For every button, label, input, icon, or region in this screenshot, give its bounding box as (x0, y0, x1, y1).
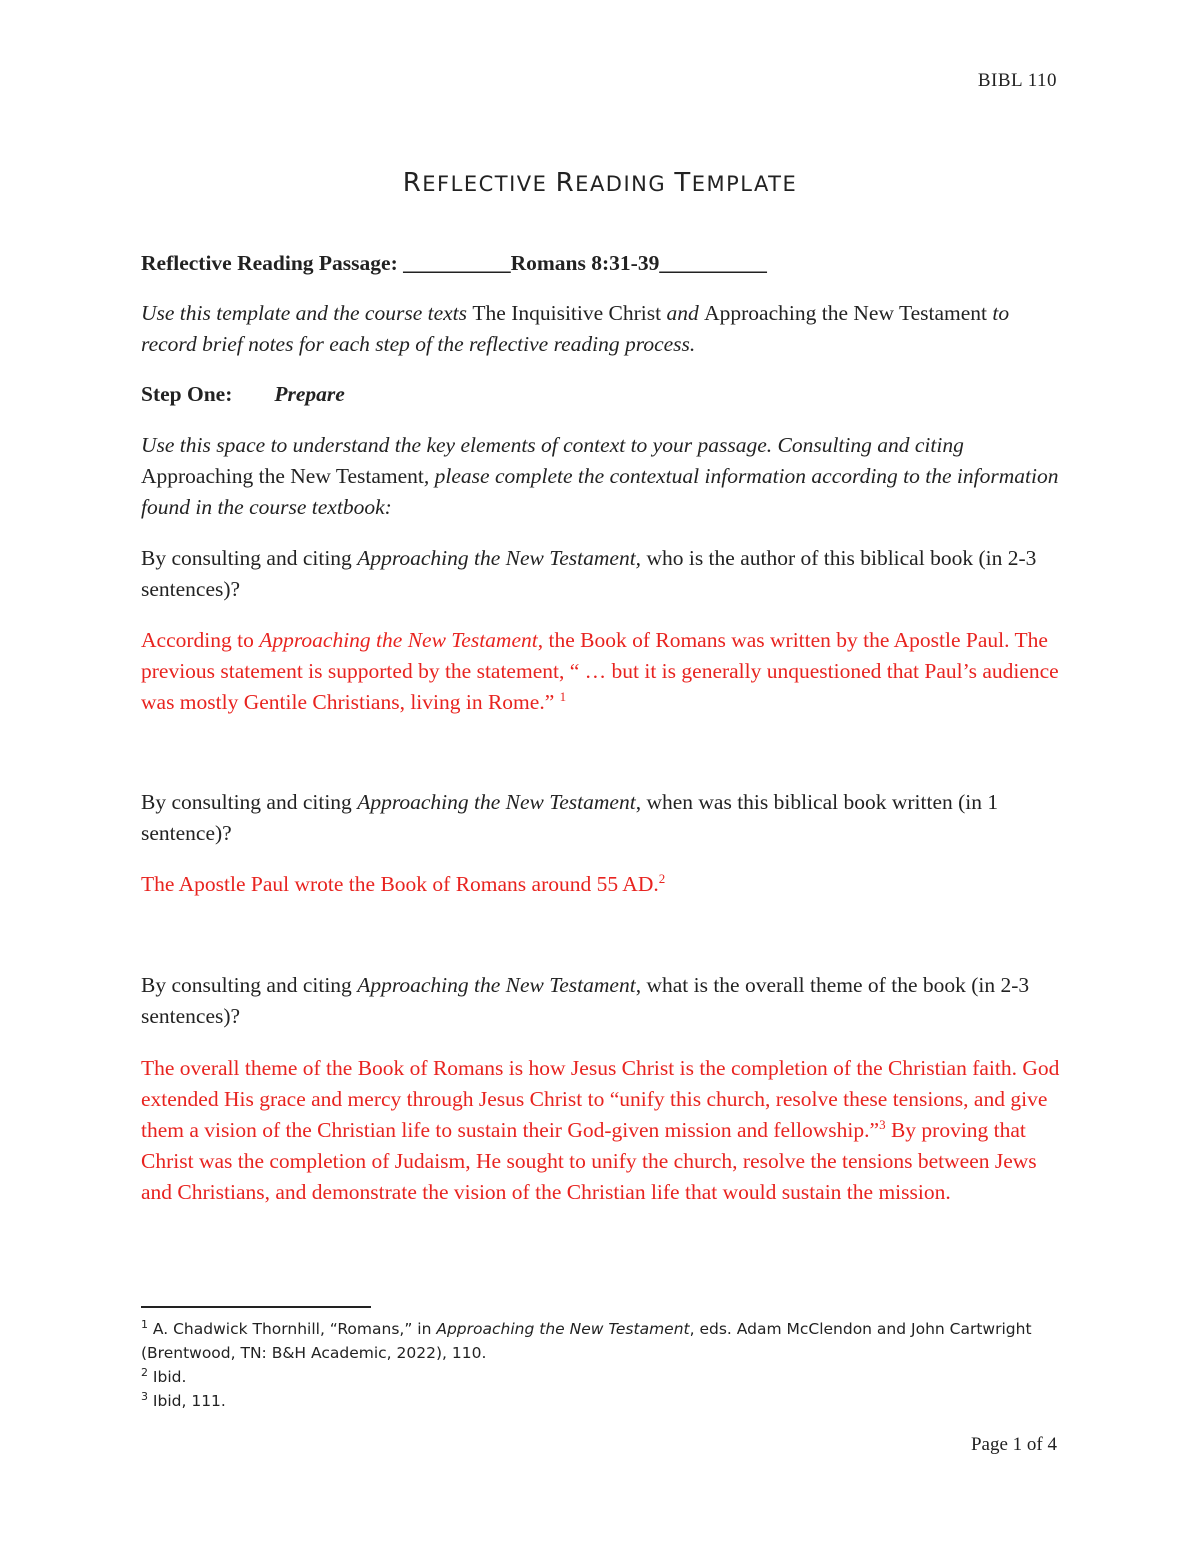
question-date: By consulting and citing Approaching the New Testament, when was this biblical book written (in 1 sentence)? (141, 789, 999, 845)
footnote-ref-2[interactable]: 2 (658, 870, 666, 886)
footnote-separator (141, 1306, 371, 1308)
question-theme: By consulting and citing Approaching the New Testament, what is the overall theme of the book (in 2-3 sentences)? (141, 972, 1030, 1028)
template-instructions: Use this template and the course texts The Inquisitive Christ and Approaching the New Testament to record brief notes for each step of the reflective reading process. (141, 300, 1010, 356)
question-author: By consulting and citing Approaching the New Testament, who is the author of this biblical book (in 2-3 sentences)? (141, 545, 1037, 601)
footnote-1: $^1$ A. Chadwick Thornhill, “Romans,” in Approaching the New Testament, eds. Adam McClendon and John Cartwright (Brentwood, TN: B&H Academic, 2022), 110. (141, 1318, 1032, 1362)
page-title: REFLECTIVE READING TEMPLATE (402, 168, 798, 198)
page-number: Page 1 of 4 (970, 1434, 1057, 1455)
passage-label: Reflective Reading Passage: (141, 250, 398, 275)
footnote-ref-1[interactable]: 1 (559, 688, 567, 704)
course-header: BIBL 110 (977, 70, 1057, 91)
footnote-ref-3[interactable]: 3 (879, 1116, 886, 1132)
step-label: Step One: (141, 381, 233, 406)
passage-blank-right: __________ (659, 250, 767, 275)
answer-theme: The overall theme of the Book of Romans is how Jesus Christ is the completion of the Christian faith. God extended His grace and mercy through Jesus Christ to “unify this church, resolve these tensions, and give them a vision of the Christian life to sustain their God-given mission and fellowship.”$^3$ By proving that Christ was the completion of Judaism, He sought to unify the church, resolve the tensions between Jews and Christians, and demonstrate the vision of the Christian life that would sustain the mission. (141, 1055, 1060, 1204)
passage-reference: Romans 8:31-39 (510, 250, 660, 275)
footnote-2: $^2$ Ibid. (141, 1366, 187, 1386)
reading-passage (141, 248, 1066, 279)
footnote-3: $^3$ Ibid, 111. (141, 1390, 226, 1410)
step-one-heading (141, 379, 1066, 410)
context-instructions: Use this space to understand the key elements of context to your passage. Consulting and citing Approaching the New Testament, please complete the contextual information according to the information found in the course textbook: (141, 432, 1059, 519)
footnotes (141, 1317, 1066, 1413)
passage-blank-left: __________ (403, 250, 511, 275)
step-title: Prepare (274, 381, 345, 406)
answer-author: According to Approaching the New Testament, the Book of Romans was written by the Apostle Paul. The previous statement is supported by the statement, “ … but it is generally unquestioned that Paul’s audience was mostly Gentile Christians, living in Rome.” $^1$ (141, 627, 1059, 714)
answer-date: The Apostle Paul wrote the Book of Romans around 55 AD.$^2$ (141, 870, 666, 896)
